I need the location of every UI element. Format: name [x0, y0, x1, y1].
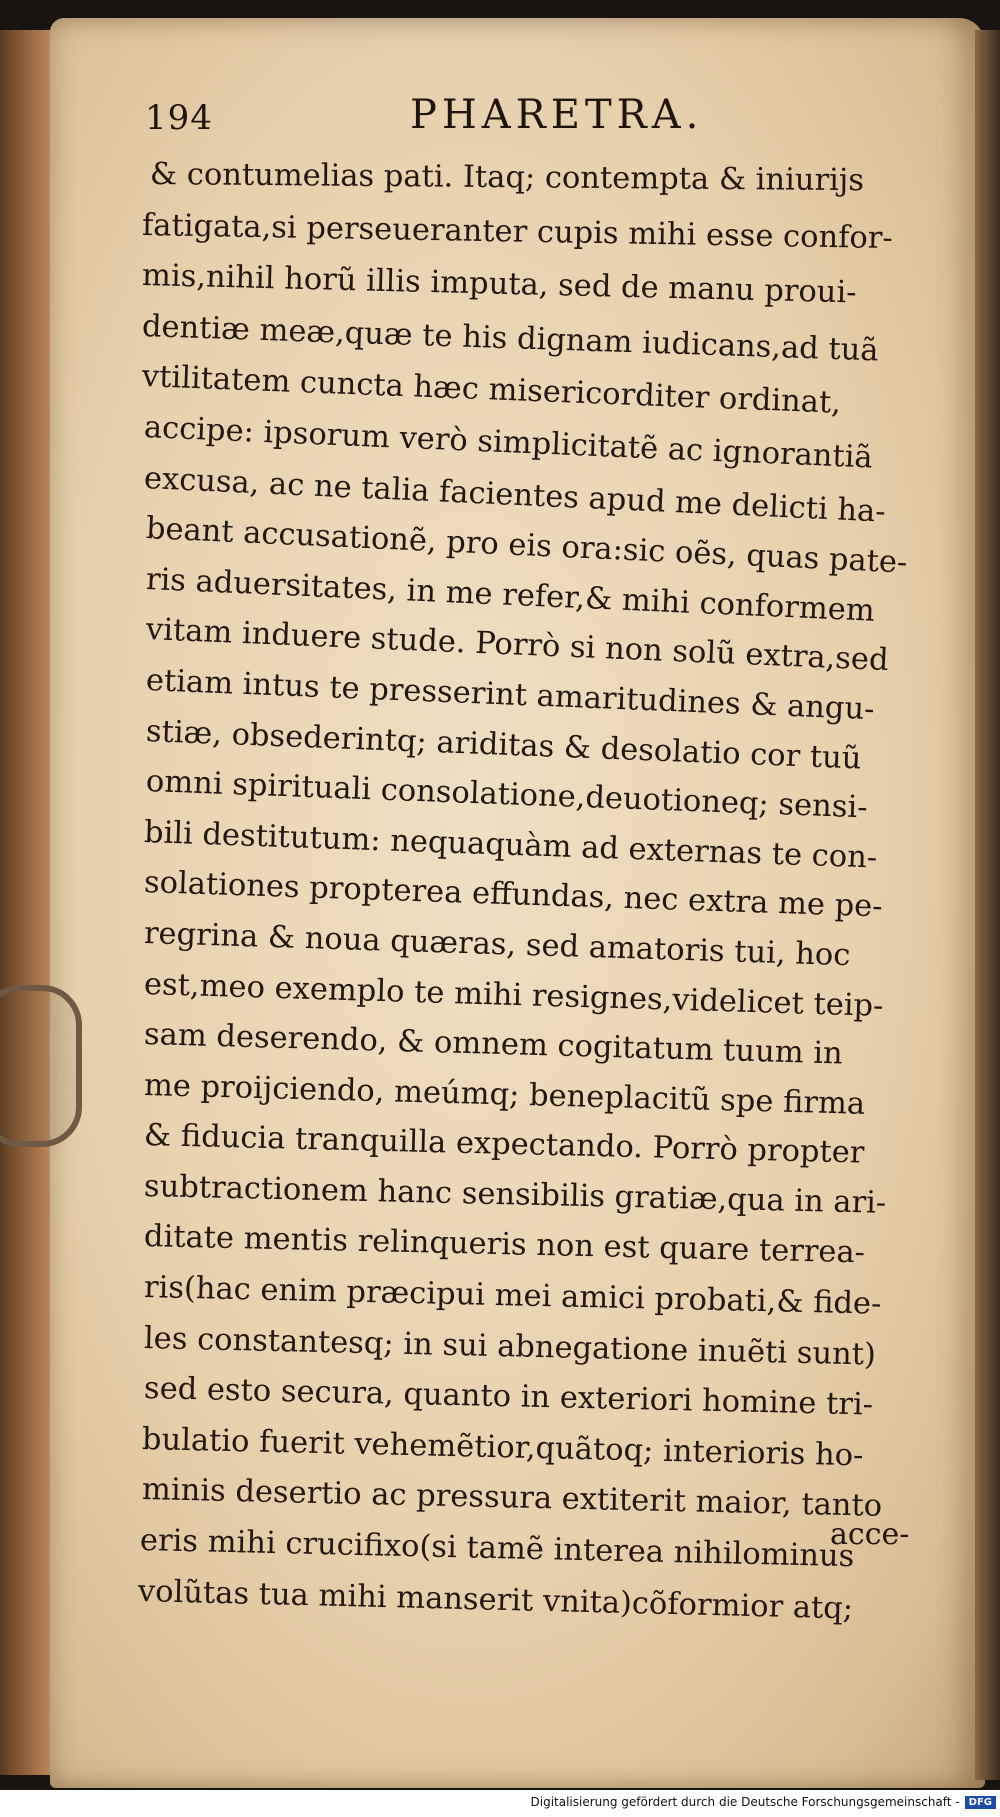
text-line: me proijciendo, meúmq; beneplacitũ spe firma [143, 1067, 866, 1122]
text-line: regrina & noua quæras, sed amatoris tui, hoc [143, 915, 851, 974]
dfg-logo: DFG [965, 1796, 996, 1809]
text-line: omni spirituali consolatione,deuotioneq; sensi- [145, 764, 869, 826]
text-line: dentiæ meæ,quæ te his dignam iudicans,ad tuã [141, 308, 880, 369]
text-line: & fiducia tranquilla expectando. Porrò propter [143, 1118, 865, 1171]
text-line: bili destitutum: nequaquàm ad externas te con- [143, 814, 878, 876]
text-line: volũtas tua mihi manserit vnita)cõformior atq; [137, 1573, 854, 1627]
text-line: eris mihi crucifixo(si tamẽ interea nihilominus [139, 1523, 855, 1575]
text-line: vitam induere stude. Porrò si non solũ extra,sed [145, 612, 890, 679]
page-number: 194 [145, 98, 213, 138]
text-line: stiæ, obsederintq; ariditas & desolatio cor tuũ [145, 713, 863, 777]
text-line: sam deserendo, & omnem cogitatum tuum in [143, 1017, 844, 1072]
text-line: les constantesq; in sui abnegatione inuẽti sunt) [143, 1320, 877, 1373]
text-line: mis,nihil horũ illis imputa, sed de manu proui- [141, 258, 857, 311]
book-clasp [0, 985, 82, 1147]
text-line: bulatio fuerit vehemẽtior,quãtoq; interioris ho- [141, 1421, 864, 1474]
text-line: beant accusationẽ, pro eis ora:sic oẽs, quas pate- [145, 511, 909, 581]
text-line: etiam intus te presserint amaritudines & angu- [145, 662, 876, 728]
text-line: minis desertio ac pressura extiterit maior, tanto [141, 1472, 883, 1525]
book-edge-right [975, 30, 1000, 1780]
text-line: subtractionem hanc sensibilis gratiæ,qua in ari- [143, 1168, 887, 1221]
running-title: PHARETRA. [410, 92, 704, 138]
text-line: excusa, ac ne talia facientes apud me delicti ha- [143, 460, 887, 530]
text-line: & contumelias pati. Itaq; contempta & iniurijs [149, 157, 865, 199]
text-line: ditate mentis relinqueris non est quare terrea- [143, 1219, 866, 1271]
text-line: est,meo exemplo te mihi resignes,videlicet teip- [143, 966, 884, 1024]
text-line: solationes propterea effundas, nec extra me pe- [143, 865, 884, 925]
text-line: ris aduersitates, in me refer,& mihi conformem [145, 561, 876, 629]
footer-credit [531, 1795, 997, 1809]
page-header [85, 92, 955, 144]
text-line: accipe: ipsorum verò simplicitatẽ ac ignorantiã [143, 409, 874, 476]
footer-credit-text: Digitalisierung gefördert durch die Deutsche Forschungsgemeinschaft - [530, 1795, 960, 1809]
text-line: sed esto secura, quanto in exteriori homine tri- [143, 1371, 874, 1423]
text-line: vtilitatem cuncta hæc misericorditer ordinat, [141, 359, 842, 422]
body-text [137, 150, 950, 1627]
text-line: ris(hac enim præcipui mei amici probati,& fide- [143, 1270, 882, 1322]
catchword: acce- [830, 1517, 910, 1552]
text-line: fatigata,si perseueranter cupis mihi esse confor- [141, 207, 894, 256]
